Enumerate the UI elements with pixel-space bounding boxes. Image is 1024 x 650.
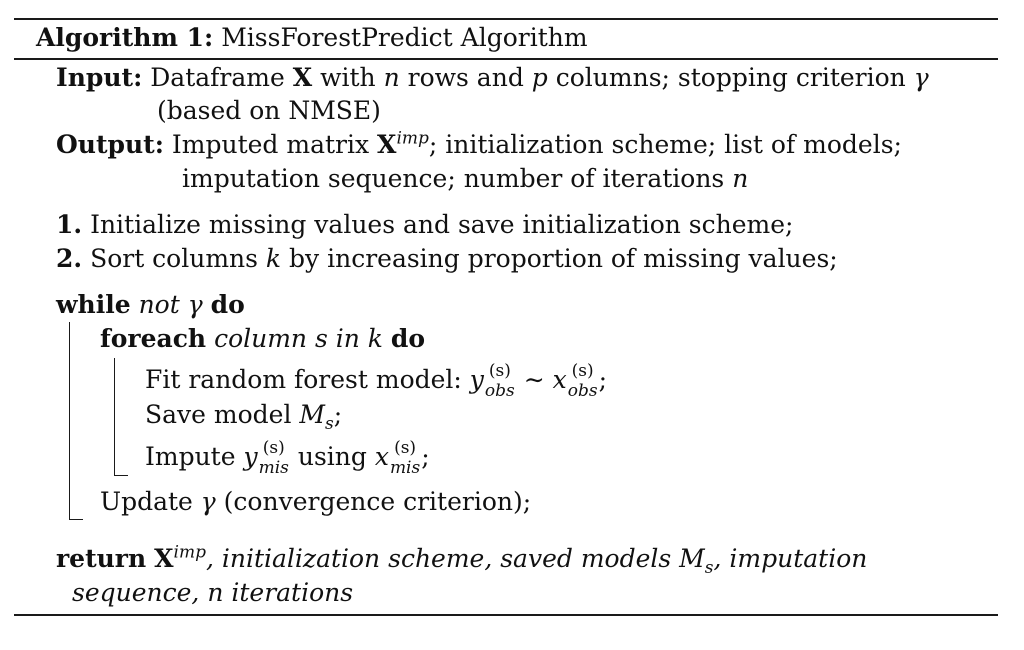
step-text: Initialize missing values and save initialization scheme; xyxy=(90,210,794,239)
fit-text: ; xyxy=(598,365,607,394)
return-text: sequence, n iterations xyxy=(72,578,354,607)
algorithm-label: Algorithm 1: xyxy=(36,23,214,52)
input-text: with xyxy=(312,63,384,92)
output-matrix-superscript: imp xyxy=(396,128,429,149)
output-line-2 xyxy=(182,163,748,195)
output-matrix-symbol: X xyxy=(377,130,397,159)
y-symbol: y xyxy=(469,365,484,394)
output-label: Output: xyxy=(56,130,164,159)
impute-text: using xyxy=(289,442,375,471)
impute-line xyxy=(145,440,430,477)
return-matrix-superscript: imp xyxy=(173,542,206,563)
step-2 xyxy=(56,243,838,275)
while-keyword: while xyxy=(56,290,131,319)
impute-text: Impute xyxy=(145,442,244,471)
input-text: Dataframe xyxy=(150,63,293,92)
input-line-2: (based on NMSE) xyxy=(157,96,381,125)
update-text: (convergence criterion); xyxy=(215,487,532,516)
step-text: by increasing proportion of missing values; xyxy=(281,244,838,273)
superscript: (s) xyxy=(262,438,285,458)
foreach-block-bar xyxy=(114,358,115,476)
input-text: columns; stopping criterion xyxy=(547,63,914,92)
input-label: Input: xyxy=(56,63,143,92)
input-text: rows and xyxy=(399,63,532,92)
subscript: obs xyxy=(567,381,598,401)
do-keyword: do xyxy=(210,290,245,319)
while-block-end-tick xyxy=(69,519,83,520)
step-text: Sort columns xyxy=(90,244,266,273)
y-mis-scripts xyxy=(259,440,289,477)
save-model-line xyxy=(145,399,343,434)
return-line-2 xyxy=(72,577,353,609)
output-text: ; initialization scheme; list of models; xyxy=(428,130,902,159)
subscript: obs xyxy=(484,381,515,401)
do-keyword: do xyxy=(390,324,426,353)
top-rule xyxy=(14,18,998,20)
x-obs-scripts xyxy=(568,363,598,400)
return-line-1 xyxy=(56,542,868,578)
update-gamma-symbol: γ xyxy=(200,487,216,516)
while-gamma-symbol: γ xyxy=(187,290,203,319)
algorithm-title xyxy=(36,22,588,54)
output-n-symbol: n xyxy=(732,164,749,193)
step-k-symbol: k xyxy=(265,244,282,273)
foreach-condition: column s in k xyxy=(214,324,383,353)
x-symbol: x xyxy=(374,442,389,471)
update-line xyxy=(100,486,531,518)
superscript: (s) xyxy=(488,361,511,381)
while-block-bar xyxy=(69,322,70,520)
algorithm-block xyxy=(14,0,998,650)
tilde-symbol: ∼ xyxy=(515,365,553,394)
input-gamma-symbol: γ xyxy=(913,63,929,92)
fit-text: Fit random forest model: xyxy=(145,365,470,394)
input-line-1 xyxy=(56,62,929,94)
subscript: mis xyxy=(389,458,421,478)
step-number: 1. xyxy=(56,210,83,239)
return-matrix-symbol: X xyxy=(154,544,174,573)
m-subscript: s xyxy=(325,414,334,434)
output-line-1 xyxy=(56,129,902,161)
step-1 xyxy=(56,209,793,241)
output-text: imputation sequence; number of iterations xyxy=(182,164,733,193)
x-symbol: x xyxy=(552,365,567,394)
fit-model-line xyxy=(145,363,607,400)
return-m-symbol: M xyxy=(679,544,705,573)
subscript: mis xyxy=(258,458,289,478)
foreach-block-end-tick xyxy=(114,475,128,476)
y-obs-scripts xyxy=(485,363,515,400)
x-mis-scripts xyxy=(390,440,420,477)
output-text: Imputed matrix xyxy=(171,130,378,159)
input-matrix-symbol: X xyxy=(292,63,313,92)
superscript: (s) xyxy=(394,438,417,458)
return-m-subscript: s xyxy=(704,558,714,578)
title-rule xyxy=(14,58,998,60)
while-condition: not xyxy=(138,290,180,319)
algorithm-name: MissForestPredict Algorithm xyxy=(221,23,588,52)
save-text: ; xyxy=(333,400,343,429)
impute-text: ; xyxy=(421,442,430,471)
bottom-rule xyxy=(14,614,998,616)
y-symbol: y xyxy=(243,442,258,471)
superscript: (s) xyxy=(571,361,594,381)
foreach-line xyxy=(100,323,425,355)
input-p-symbol: p xyxy=(531,63,548,92)
save-text: Save model xyxy=(145,400,300,429)
update-text: Update xyxy=(100,487,201,516)
foreach-keyword: foreach xyxy=(100,324,207,353)
return-text: , imputation xyxy=(713,544,868,573)
return-text: , initialization scheme, saved models xyxy=(205,544,680,573)
while-line xyxy=(56,289,245,321)
return-keyword: return xyxy=(56,544,147,573)
step-number: 2. xyxy=(56,244,83,273)
input-n-symbol: n xyxy=(383,63,400,92)
m-symbol: M xyxy=(299,400,326,429)
